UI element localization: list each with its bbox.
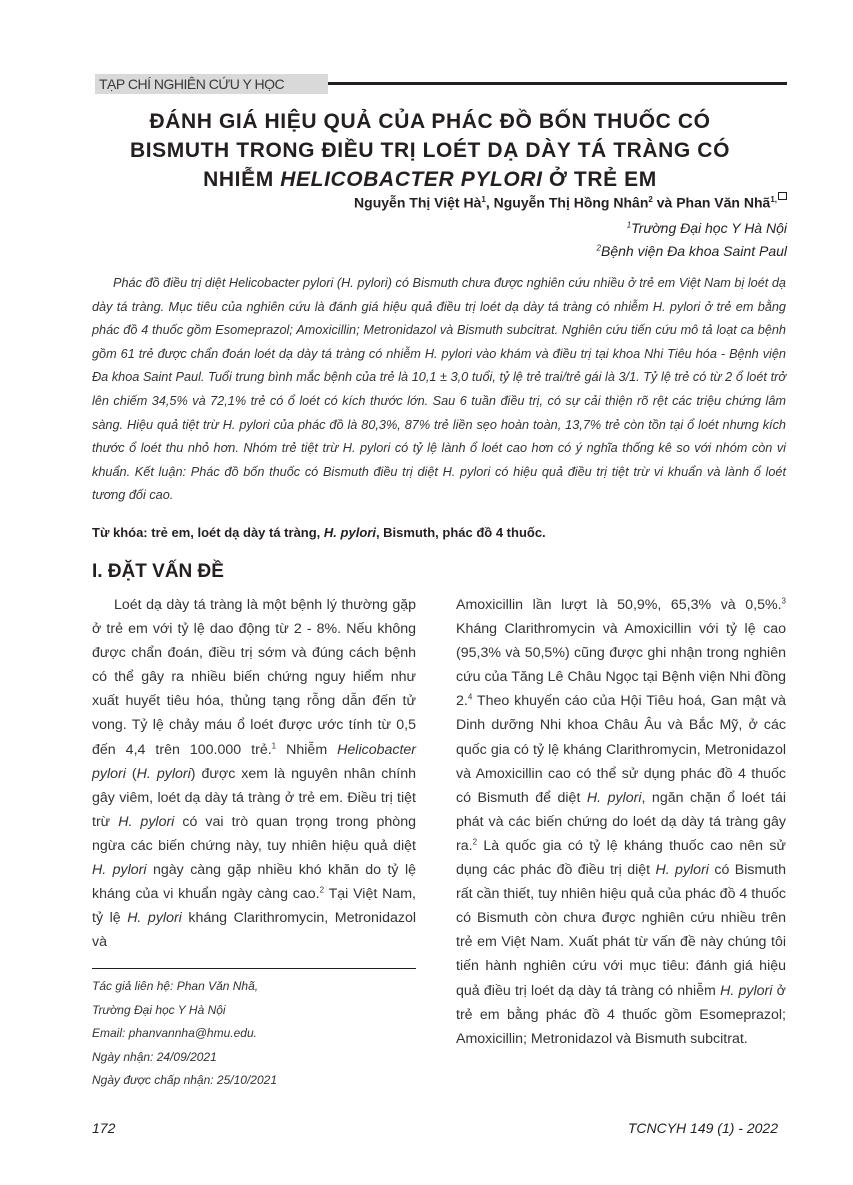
- text-run: Là quốc gia có tỷ lệ kháng thuốc cao nên sử dụng các phác đồ điều trị diệt: [456, 837, 786, 879]
- italic-term: H. pylori: [655, 862, 709, 879]
- body-right-column: [456, 593, 786, 1051]
- text-run: Amoxicillin lần lượt là 50,9%, 65,3% và 0,5%.: [456, 597, 782, 613]
- italic-term: H. pylori: [118, 813, 175, 830]
- citation-sup: 4: [467, 692, 473, 702]
- title-line-3-post: Ở TRẺ EM: [542, 168, 657, 191]
- italic-term: H. pylori: [127, 910, 182, 927]
- citation-sup: 1: [271, 740, 277, 750]
- text-run: Theo khuyến cáo của Hội Tiêu hoá, Gan mật và Dinh dưỡng Nhi khoa Châu Âu và Bắc Mỹ, ở các quốc gia có tỷ lệ kháng Clarithromycin, Metronidazol và Amoxicillin cao có thể sử dụng phác đồ 4 thuốc có Bismuth để diệt: [456, 693, 786, 806]
- text-run: ) được xem là nguyên nhân chính gây viêm, loét dạ dày tá tràng ở trẻ em. Điều trị tiệt trừ: [92, 765, 416, 830]
- title-line-3-pre: NHIỄM: [203, 168, 281, 191]
- author-1: Nguyễn Thị Việt Hà: [354, 194, 482, 211]
- text-run: Tại Việt Nam, tỷ lệ: [92, 886, 416, 927]
- author-list: [354, 194, 787, 211]
- footnote: [92, 975, 422, 1093]
- corresponding-envelope-icon: [778, 192, 787, 200]
- affiliation-1-text: Trường Đại học Y Hà Nội: [631, 220, 787, 236]
- affiliation-2: [597, 243, 787, 259]
- abstract: Phác đồ điều trị diệt Helicobacter pylori (H. pylori) có Bismuth chưa được nghiên cứu nhiều ở trẻ em Việt Nam bị loét dạ dày tá tràng. Mục tiêu của nghiên cứu là đánh giá hiệu quả điều trị loét dạ dày tá tràng có nhiễm H. pylori ở trẻ em bằng phác đồ 4 thuốc gồm Esomeprazol; Amoxicillin; Metronidazol và Bismuth subcitrat. Nghiên cứu tiến cứu mô tả loạt ca bệnh gồm 61 trẻ được chẩn đoán loét dạ dày tá tràng có nhiễm H. pylori vào khám và điều trị tại khoa Nhi Tiêu hóa - Bệnh viện Đa khoa Saint Paul. Tuổi trung bình mắc bệnh của trẻ là 10,1 ± 3,0 tuổi, tỷ lệ trẻ trai/trẻ gái là 3/1. Tỷ lệ trẻ có từ 2 ổ loét trở lên chiếm 34,5% và 72,1% trẻ có ổ loét có kích thước lớn. Sau 6 tuần điều trị, có sự cải thiện rõ rệt các triệu chứng lâm sàng. Hiệu quả tiệt trừ H. pylori của phác đồ là 80,3%, 87% trẻ liền sẹo hoàn toàn, 13,7% trẻ còn tồn tại ổ loét nhưng kích thước ổ loét thu nhỏ hơn. Nhóm trẻ tiệt trừ H. pylori có tỷ lệ lành ổ loét cao hơn có ý nghĩa thống kê so với nhóm còn vi khuẩn. Kết luận: Phác đồ bốn thuốc có Bismuth điều trị diệt H. pylori có hiệu quả điều trị tiệt trừ vi khuẩn và lành ổ loét tương đối cao.: [92, 276, 786, 503]
- text-run: Nhiễm: [276, 741, 338, 758]
- italic-term: H. pylori: [136, 765, 191, 782]
- italic-term: H. pylori: [92, 862, 147, 879]
- text-run: ở trẻ em bằng phác đồ 4 thuốc gồm Esomeprazol; Amoxicillin; Metronidazol và Bismuth subcitrat.: [456, 982, 786, 1047]
- affiliation-2-sup: 2: [596, 243, 601, 253]
- title-line-1: ĐÁNH GIÁ HIỆU QUẢ CỦA PHÁC ĐỒ BỐN THUỐC CÓ: [149, 110, 711, 133]
- citation-sup: 2: [319, 885, 325, 895]
- keywords: [92, 525, 546, 540]
- footnote-received: Ngày nhận: 24/09/2021: [92, 1049, 217, 1064]
- footnote-contact: Tác giả liên hệ: Phan Văn Nhã,: [92, 979, 259, 993]
- text-run: (: [125, 765, 137, 782]
- author-sep-1: ,: [485, 194, 494, 211]
- footnote-institution: Trường Đại học Y Hà Nội: [92, 1002, 226, 1017]
- keywords-label: Từ khóa:: [92, 525, 148, 540]
- text-run: kháng Clarithromycin, Metronidazol và: [92, 910, 416, 951]
- italic-term: H. pylori: [720, 982, 773, 999]
- author-2: Nguyễn Thị Hồng Nhân: [493, 194, 649, 211]
- keywords-italic: H. pylori: [323, 525, 376, 540]
- author-2-sup: 2: [648, 195, 653, 204]
- footnote-accepted: Ngày được chấp nhận: 25/10/2021: [92, 1073, 277, 1088]
- keywords-part-2: , Bismuth, phác đồ 4 thuốc.: [375, 525, 546, 540]
- page-number: 172: [92, 1120, 116, 1136]
- author-3: Phan Văn Nhã: [676, 194, 771, 211]
- body-left-column: [92, 593, 416, 954]
- title-line-2: BISMUTH TRONG ĐIỀU TRỊ LOÉT DẠ DÀY TÁ TRÀNG CÓ: [129, 139, 731, 162]
- affiliation-2-text: Bệnh viện Đa khoa Saint Paul: [600, 243, 787, 259]
- affiliation-1-sup: 1: [626, 220, 632, 230]
- author-1-sup: 1: [481, 195, 486, 204]
- text-run: , ngăn chặn ổ loét tái phát và các biến chứng do loét dạ dày tá tràng gây ra.: [456, 789, 786, 854]
- journal-issue: TCNCYH 149 (1) - 2022: [627, 1120, 778, 1136]
- text-run: Loét dạ dày tá tràng là một bệnh lý thường gặp ở trẻ em với tỷ lệ dao động từ 2 - 8%. Nếu không được chẩn đoán, điều trị sớm và đúng cách bệnh có thể gây ra nhiều biến chứng nguy hiểm như xuất huyết tiêu hóa, thủng tạng rỗng dẫn đến tử vong. Tỷ lệ chảy máu ổ loét được ước tính từ 0,5 đến 4,4 trên 100.000 trẻ.: [92, 597, 416, 758]
- journal-tag: TẠP CHÍ NGHIÊN CỨU Y HỌC: [95, 74, 328, 94]
- author-3-sup: 1,: [770, 195, 777, 204]
- citation-sup: 2: [472, 837, 478, 847]
- title-line-3-italic: HELICOBACTER PYLORI: [280, 168, 543, 191]
- text-run: có Bismuth rất cần thiết, tuy nhiên hiệu quả của phác đồ 4 thuốc có Bismuth còn chưa được nghiên cứu nhiều trên trẻ em Việt Nam. Xuất phát từ vấn đề này chúng tôi tiến hành nghiên cứu với mục tiêu: đánh giá hiệu quả điều trị loét dạ dày tá tràng có nhiễm: [456, 862, 786, 999]
- citation-sup: 3: [781, 596, 786, 606]
- footnote-email[interactable]: Email: phanvannha@hmu.edu.: [92, 1026, 257, 1041]
- section-heading: I. ĐẶT VẤN ĐỀ: [92, 561, 224, 582]
- footnote-rule: [92, 968, 416, 969]
- italic-term: Helicobacter pylori: [92, 741, 417, 782]
- text-run: ngày càng gặp nhiều khó khăn do tỷ lệ kháng của vi khuẩn ngày càng cao.: [92, 862, 416, 903]
- text-run: có vai trò quan trọng trong phòng ngừa các biến chứng này, tuy nhiên hiệu quả diệt: [92, 813, 416, 854]
- affiliation-1: [627, 220, 787, 236]
- author-sep-2: và: [652, 194, 677, 211]
- italic-term: H. pylori: [586, 789, 642, 806]
- text-run: Kháng Clarithromycin và Amoxicillin với tỷ lệ cao (95,3% và 50,5%) cũng được ghi nhận trong nghiên cứu của Tăng Lê Châu Ngọc tại Bệnh viện Nhi đồng 2.: [456, 621, 786, 710]
- keywords-part-1: trẻ em, loét dạ dày tá tràng,: [147, 525, 324, 540]
- article-title: [70, 107, 790, 194]
